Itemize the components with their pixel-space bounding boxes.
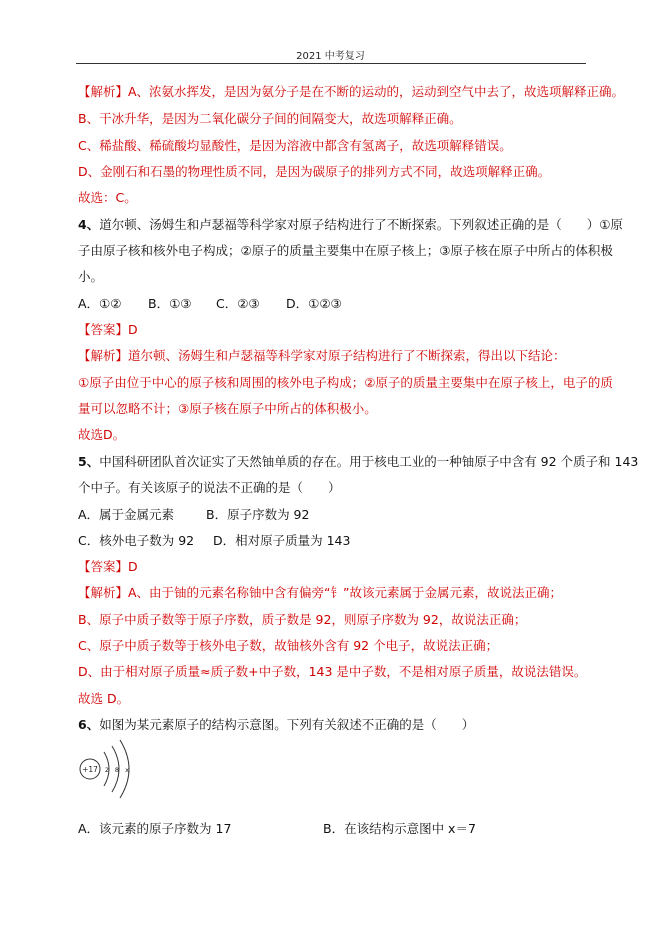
question-4-options [78, 296, 342, 312]
question-4-line: 小。 [78, 269, 104, 284]
option-b: B．原子序数为 92 [206, 507, 310, 522]
explanation-line: C、原子中质子数等于核外电子数，故铀核外含有 92 个电子，故说法正确； [78, 638, 499, 653]
explanation-line: B、原子中质子数等于原子序数，质子数是 92，则原子序数为 92，故说法正确； [78, 612, 527, 627]
explanation-conclusion: 故选：C。 [78, 190, 137, 205]
option-c: C．②③ [216, 296, 260, 311]
shell-2-electrons: 8 [114, 766, 120, 774]
question-text: 道尔顿、汤姆生和卢瑟福等科学家对原子结构进行了不断探索。下列叙述正确的是（ ）①原 [99, 217, 623, 232]
explanation-line: D、由于相对原子质量≈质子数+中子数，143 是中子数，不是相对原子质量，故说法错误。 [78, 664, 587, 679]
question-number: 5、 [78, 454, 100, 469]
question-number: 4、 [78, 217, 100, 232]
explanation-line: C、稀盐酸、稀硫酸均显酸性，是因为溶液中都含有氢离子，故选项解释错误。 [78, 138, 512, 153]
explanation-line: 【解析】A、由于铀的元素名称铀中含有偏旁“钅”故该元素属于金属元素，故说法正确； [78, 585, 563, 600]
option-a: A．属于金属元素 [78, 507, 175, 522]
question-4-line [78, 217, 623, 233]
question-4-line: 子由原子核和核外电子构成；②原子的质量主要集中在原子核上；③原子核在原子中所占的体积极 [78, 243, 613, 258]
option-a: A．①② [78, 296, 122, 311]
question-6-options-row-1 [78, 821, 476, 837]
explanation-conclusion: 故选D。 [78, 427, 126, 442]
option-c: C．核外电子数为 92 [78, 533, 195, 548]
question-text: 中国科研团队首次证实了天然铀单质的存在。用于核电工业的一种铀原子中含有 92 个质子和 143 [99, 454, 639, 469]
explanation-line: 【解析】A、浓氨水挥发，是因为氨分子是在不断的运动的，运动到空气中去了，故选项解释正确。 [78, 84, 625, 99]
explanation-line: ①原子由位于中心的原子核和周围的核外电子构成；②原子的质量主要集中在原子核上，电子的质 [78, 375, 613, 390]
question-number: 6、 [78, 717, 100, 732]
header-rule [76, 63, 586, 64]
option-d: D．①②③ [286, 296, 342, 311]
answer: 【答案】D [78, 322, 138, 337]
question-5-line [78, 454, 638, 470]
question-5-line: 个中子。有关该原子的说法不正确的是（ ） [78, 480, 341, 495]
option-a: A．该元素的原子序数为 17 [78, 821, 232, 836]
option-b: B．在该结构示意图中 x＝7 [323, 821, 476, 836]
shell-3-electrons: x [125, 766, 129, 774]
question-text: 如图为某元素原子的结构示意图。下列有关叙述不正确的是（ ） [99, 717, 475, 732]
explanation-line: B、干冰升华，是因为二氧化碳分子间的间隔变大，故选项解释正确。 [78, 111, 462, 126]
explanation-conclusion: 故选 D。 [78, 691, 130, 706]
option-b: B．①③ [148, 296, 192, 311]
explanation-line: 量可以忽略不计；③原子核在原子中所占的体积极小。 [78, 401, 377, 416]
explanation-line: 【解析】道尔顿、汤姆生和卢瑟福等科学家对原子结构进行了不断探索，得出以下结论： [78, 348, 566, 363]
atom-structure-diagram [76, 738, 146, 800]
question-5-options-row-2 [78, 533, 350, 549]
option-d: D．相对原子质量为 143 [213, 533, 351, 548]
answer: 【答案】D [78, 559, 138, 574]
question-5-options-row-1 [78, 507, 309, 523]
shell-1-electrons: 2 [104, 766, 110, 774]
explanation-line: D、金刚石和石墨的物理性质不同，是因为碳原子的排列方式不同，故选项解释正确。 [78, 164, 551, 179]
page-header: 2021 中考复习 [296, 51, 365, 62]
nucleus-charge: +17 [82, 765, 98, 774]
question-6-line [78, 717, 474, 733]
